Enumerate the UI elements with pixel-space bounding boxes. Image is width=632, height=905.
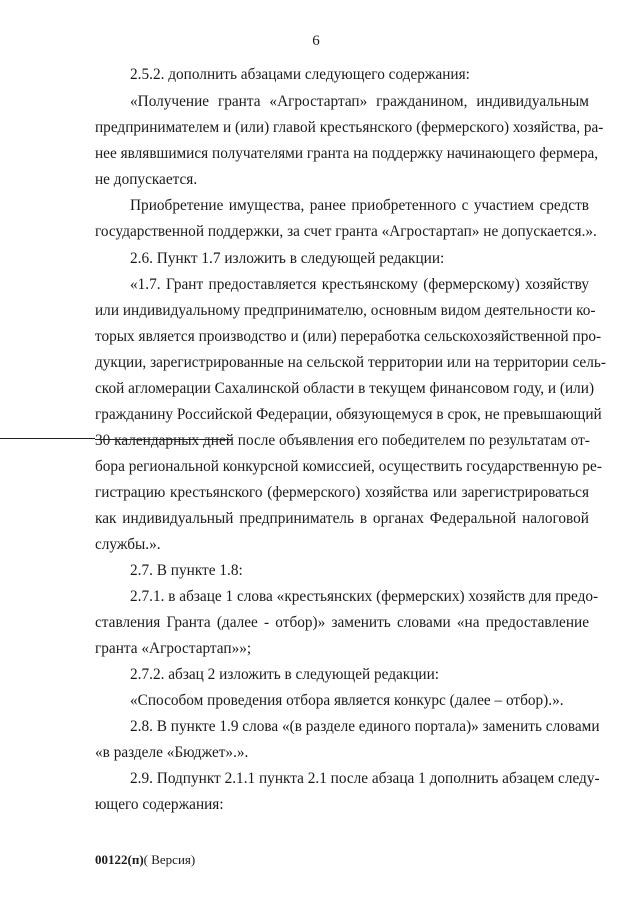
footer-code-text: 00122(п) xyxy=(95,852,144,867)
text-line: гранта «Агростартап»»; xyxy=(95,640,252,657)
text-line: бора региональной конкурсной комиссией, осуществить государственную ре- xyxy=(95,458,602,475)
margin-strike-line xyxy=(0,438,95,439)
text-line: «Получение гранта «Агростартап» гражданином, индивидуальным xyxy=(130,93,589,110)
text-line: «Способом проведения отбора является конкурс (далее – отбор).». xyxy=(130,692,564,709)
footer-code xyxy=(95,852,195,868)
text-line: ской агломерации Сахалинской области в текущем финансовом году, и (или) xyxy=(95,380,595,397)
text-line: как индивидуальный предприниматель в органах Федеральной налоговой xyxy=(95,510,589,527)
text-line: или индивидуальному предпринимателю, основным видом деятельности ко- xyxy=(95,302,596,319)
text-line: 2.8. В пункте 1.9 слова «(в разделе единого портала)» заменить словами xyxy=(130,718,600,735)
text-line: 2.5.2. дополнить абзацами следующего содержания: xyxy=(130,66,470,83)
text-line: не допускается. xyxy=(95,171,198,188)
text-line: «1.7. Грант предоставляется крестьянскому (фермерскому) хозяйству xyxy=(130,276,589,293)
text-line: 30 календарных дней после объявления его победителем по результатам от- xyxy=(95,432,590,449)
text-line: 2.7.2. абзац 2 изложить в следующей редакции: xyxy=(130,666,440,683)
text-line: ставления Гранта (далее - отбор)» заменить словами «на предоставление xyxy=(95,614,589,631)
text-line: «в разделе «Бюджет».». xyxy=(95,744,249,761)
text-line: Приобретение имущества, ранее приобретенного с участием средств xyxy=(130,197,589,214)
footer-version: ( Версия) xyxy=(143,852,196,867)
text-line: нее являвшимися получателями гранта на поддержку начинающего фермера, xyxy=(95,145,599,162)
text-line: государственной поддержки, за счет гранта «Агростартап» не допускается.». xyxy=(95,223,597,240)
text-line: 2.7.1. в абзаце 1 слова «крестьянских (фермерских) хозяйств для предо- xyxy=(130,588,599,605)
text-strike-through xyxy=(95,439,232,440)
text-line: 2.6. Пункт 1.7 изложить в следующей редакции: xyxy=(130,250,445,267)
text-line: гражданину Российской Федерации, обязующемуся в срок, не превышающий xyxy=(95,406,602,423)
text-line: 2.7. В пункте 1.8: xyxy=(130,562,243,579)
page-number: 6 xyxy=(312,33,320,49)
text-line: службы.». xyxy=(95,536,161,553)
text-line: гистрацию крестьянского (фермерского) хозяйства или зарегистрироваться xyxy=(95,484,589,501)
text-line: предпринимателем и (или) главой крестьянского (фермерского) хозяйства, ра- xyxy=(95,119,604,136)
text-line: ющего содержания: xyxy=(95,796,224,813)
text-line: дукции, зарегистрированные на сельской территории или на территории сель- xyxy=(95,354,606,371)
text-line: торых является производство и (или) переработка сельскохозяйственной про- xyxy=(95,328,602,345)
text-line: 2.9. Подпункт 2.1.1 пункта 2.1 после абзаца 1 дополнить абзацем следу- xyxy=(130,770,600,787)
